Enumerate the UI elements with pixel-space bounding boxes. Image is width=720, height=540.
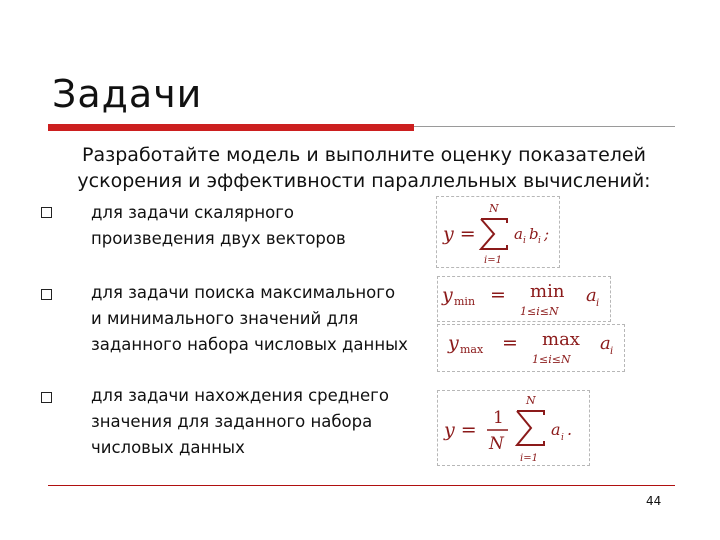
formula-lhs: y =	[444, 419, 477, 441]
term-a-index: i	[523, 236, 526, 246]
formula-max	[437, 324, 625, 372]
list-item	[91, 280, 408, 358]
list-item-line: числовых данных	[91, 438, 245, 457]
sigma-icon	[517, 411, 544, 445]
bullet-square-icon	[41, 289, 52, 300]
slide-title: Задачи	[52, 72, 203, 116]
term-a: a	[600, 333, 611, 354]
sigma-icon	[481, 219, 507, 249]
formula-dot-product-svg	[437, 197, 559, 267]
formula-lhs: y =	[443, 223, 476, 245]
formula-y: y	[442, 284, 453, 306]
sum-lower-limit: i=1	[484, 255, 502, 266]
formula-equals: =	[502, 332, 518, 354]
formula-equals: =	[490, 284, 506, 306]
formula-y-sub: min	[454, 295, 476, 308]
formula-max-svg	[438, 325, 624, 371]
sum-upper-limit: N	[526, 394, 536, 407]
operator-range: 1≤i≤N	[520, 305, 559, 318]
formula-y: y	[448, 332, 459, 354]
list-item-line: и минимального значений для	[91, 309, 359, 328]
intro-text: Разработайте модель и выполните оценку показателей ускорения и эффективности параллельных вычислений:	[77, 144, 651, 192]
formula-dot-product	[436, 196, 560, 268]
formula-mean-svg	[438, 391, 589, 465]
term-a: a	[514, 225, 523, 243]
formula-tail: ;	[544, 225, 550, 243]
fraction-denominator: N	[489, 434, 504, 454]
formula-mean	[437, 390, 590, 466]
term-a-index: i	[561, 433, 564, 443]
bullet-square-icon	[41, 207, 52, 218]
bullet-square-icon	[41, 392, 52, 403]
formula-min-svg	[438, 277, 610, 321]
term-b: b	[529, 225, 539, 243]
operator-min: min	[530, 281, 565, 302]
operator-max: max	[542, 329, 580, 350]
list-item-line: заданного набора числовых данных	[91, 335, 408, 354]
term-a-index: i	[610, 346, 614, 357]
term-b-index: i	[538, 236, 541, 246]
term-a-index: i	[596, 298, 600, 309]
term-a: a	[586, 285, 597, 306]
sum-upper-limit: N	[489, 202, 499, 215]
fraction-numerator: 1	[493, 408, 504, 428]
list-item-line: произведения двух векторов	[91, 229, 346, 248]
page-number: 44	[646, 494, 662, 508]
formula-y-sub: max	[460, 343, 484, 356]
sum-lower-limit: i=1	[520, 453, 538, 464]
list-item-line: значения для заданного набора	[91, 412, 373, 431]
list-item-line: для задачи нахождения среднего	[91, 386, 389, 405]
title-accent-bar	[48, 124, 414, 131]
footer-divider	[48, 485, 675, 486]
formula-tail: .	[567, 420, 573, 439]
term-a: a	[551, 420, 561, 439]
list-item-line: для задачи поиска максимального	[91, 283, 396, 302]
formula-min	[437, 276, 611, 322]
list-item	[91, 383, 389, 461]
list-item	[91, 200, 346, 252]
list-item-line: для задачи скалярного	[91, 203, 294, 222]
operator-range: 1≤i≤N	[532, 353, 571, 366]
